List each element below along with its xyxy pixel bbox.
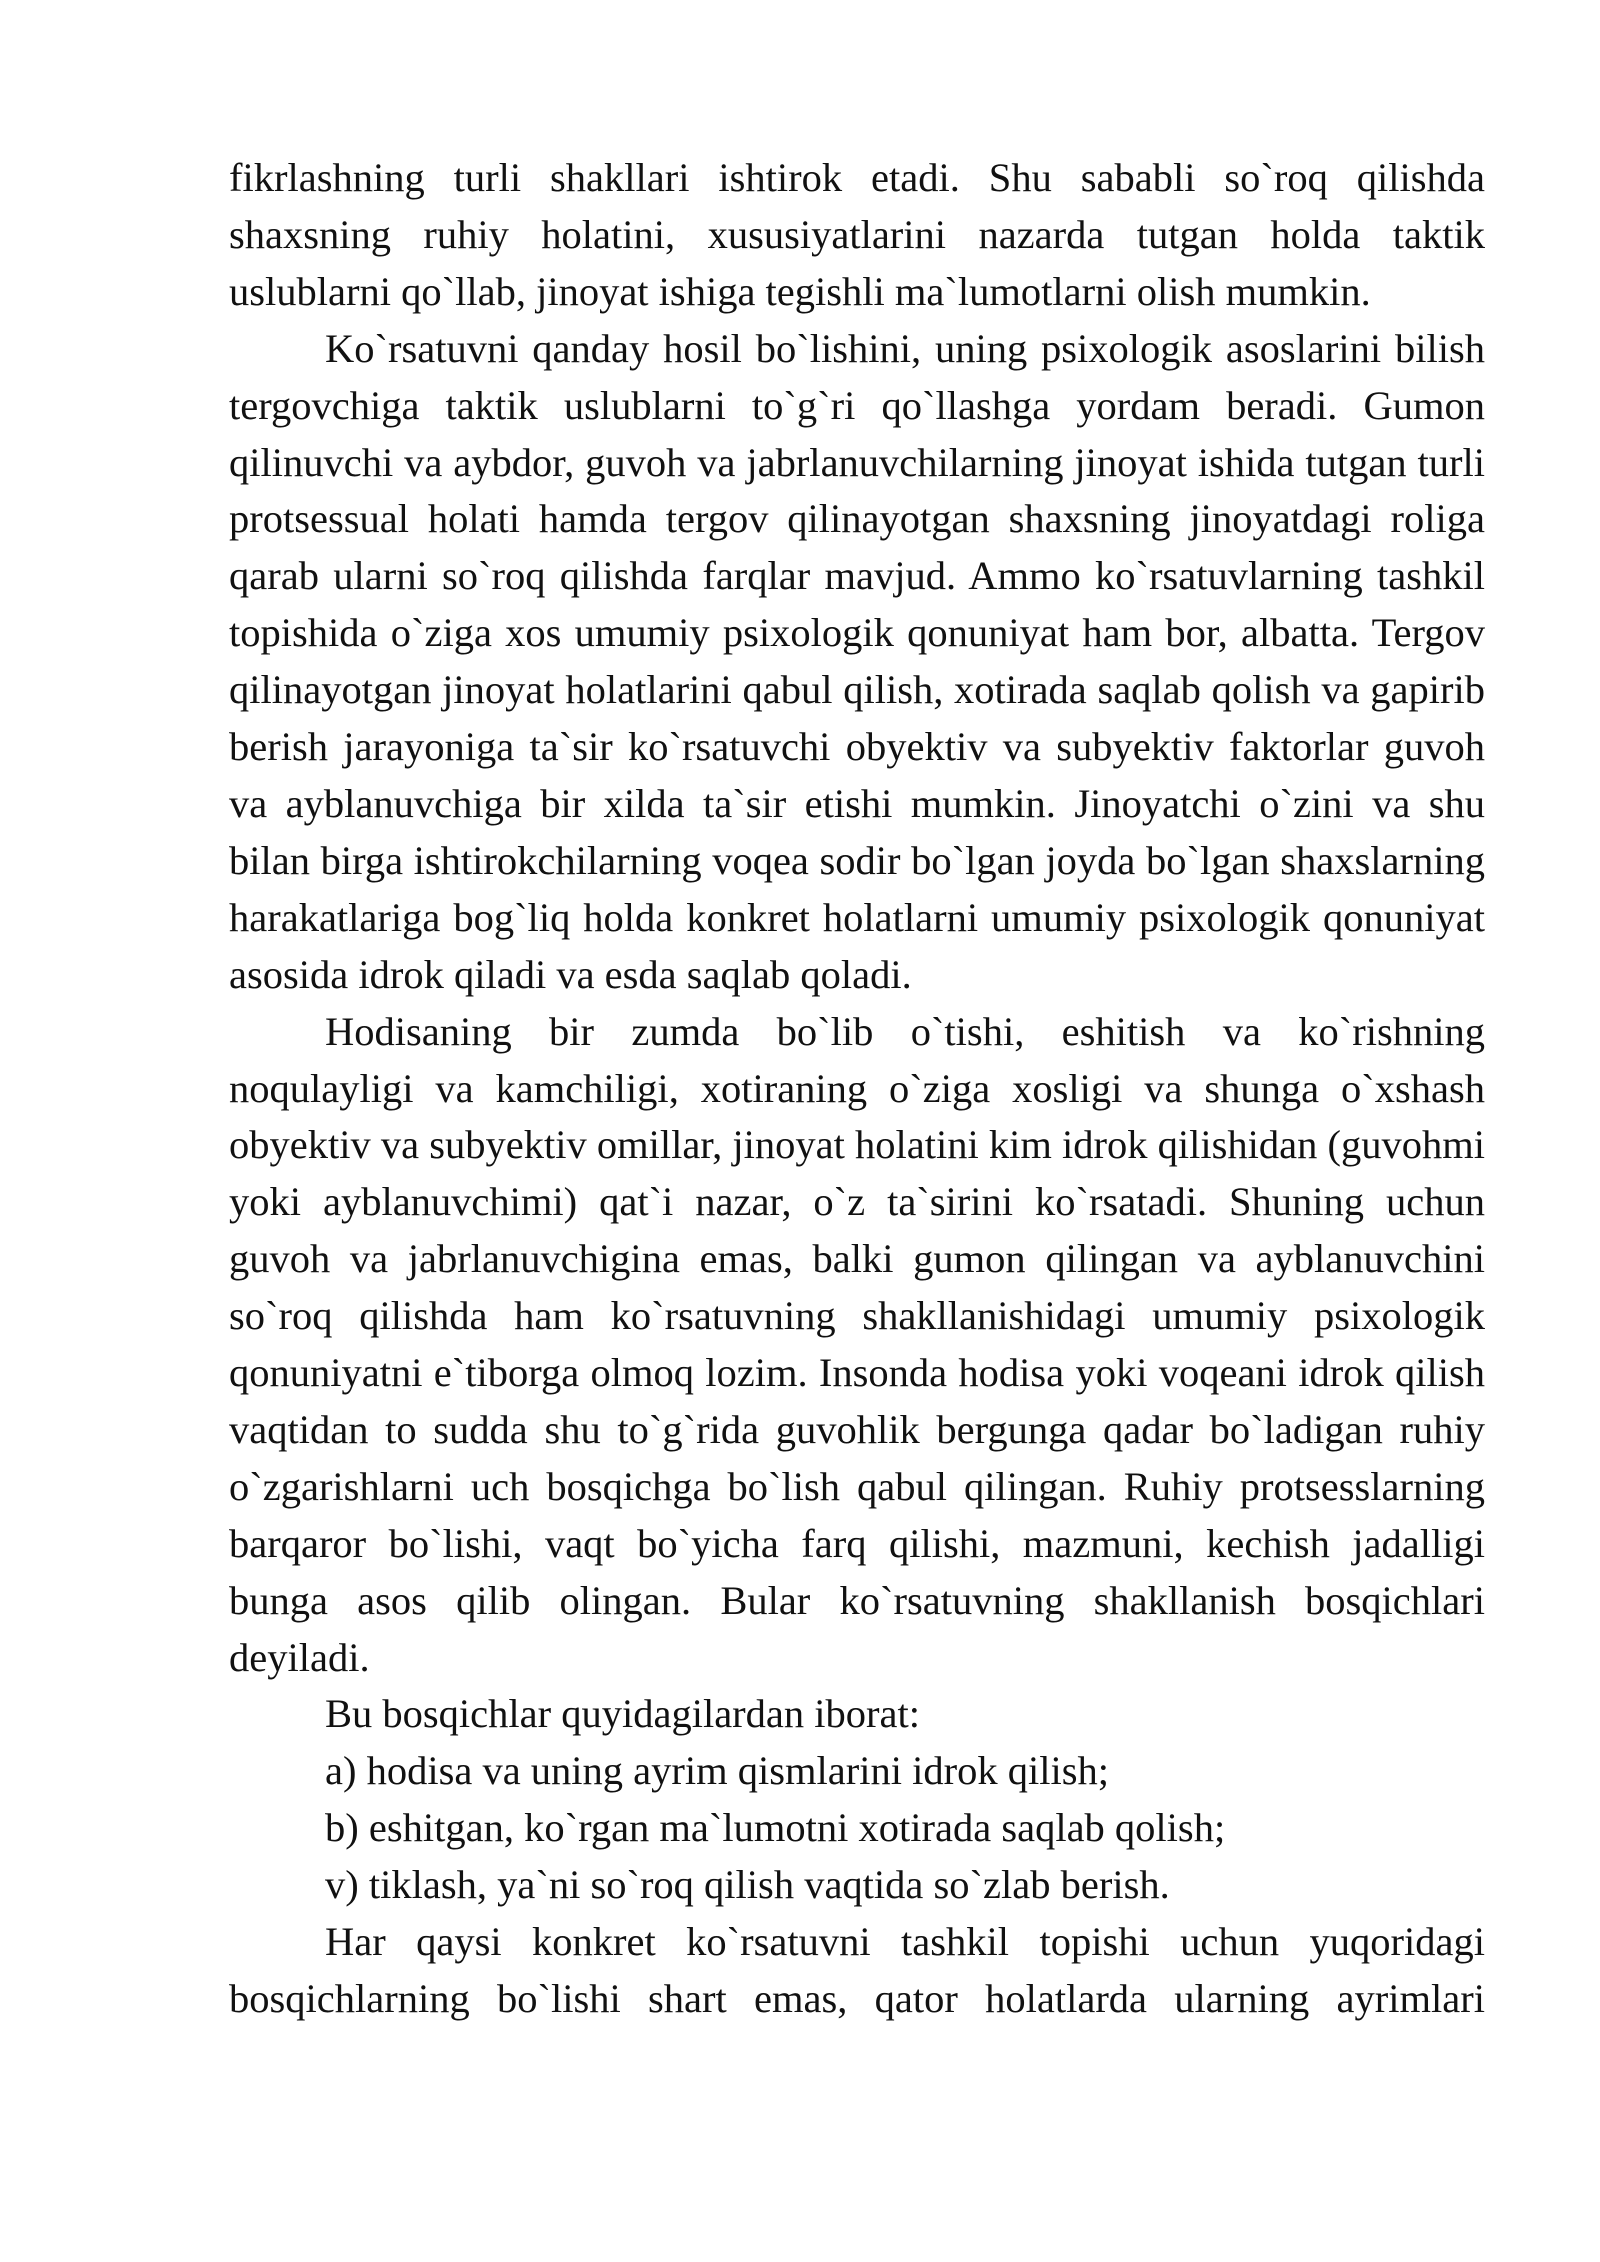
paragraph-stages-intro: Bu bosqichlar quyidagilardan iborat: bbox=[325, 1691, 920, 1737]
list-item-stage-v: v) tiklash, ya`ni so`roq qilish vaqtida so`zlab berish. bbox=[325, 1862, 1170, 1908]
paragraph-testimony-psychology: Ko`rsatuvni qanday hosil bo`lishini, uning psixologik asoslarini bilish tergovchiga taktik uslublarni to`g`ri qo`llashga yordam beradi. Gumon qilinuvchi va aybdor, guvoh va jabrlanuvchilarning jinoyat ishida tutgan turli protsessual holati hamda tergov qilinayotgan shaxsning jinoyatdagi roliga qarab ularni so`roq qilishda farqlar mavjud. Ammo ko`rsatuvlarning tashkil topishida o`ziga xos umumiy psixologik qonuniyat ham bor, albatta. Tergov qilinayotgan jinoyat holatlarini qabul qilish, xotirada saqlab qolish va gapirib berish jarayoniga ta`sir ko`rsatuvchi obyektiv va subyektiv faktorlar guvoh va ayblanuvchiga bir xilda ta`sir etishi mumkin. Jinoyatchi o`zini va shu bilan birga ishtirokchilarning voqea sodir bo`lgan joyda bo`lgan shaxslarning harakatlariga bog`liq holda konkret holatlarni umumiy psixologik qonuniyat asosida idrok qiladi va esda saqlab qoladi. bbox=[229, 325, 1485, 997]
list-item-stage-a: a) hodisa va uning ayrim qismlarini idrok qilish; bbox=[325, 1748, 1110, 1794]
list-item-stage-b: b) eshitgan, ko`rgan ma`lumotni xotirada saqlab qolish; bbox=[325, 1805, 1226, 1851]
paragraph-formation-stages: Hodisaning bir zumda bo`lib o`tishi, eshitish va ko`rishning noqulayligi va kamchiligi, xotiraning o`ziga xosligi va shunga o`xshash obyektiv va subyektiv omillar, jinoyat holatini kim idrok qilishidan (guvohmi yoki ayblanuvchimi) qat`i nazar, o`z ta`sirini ko`rsatadi. Shuning uchun guvoh va jabrlanuvchigina emas, balki gumon qilingan va ayblanuvchini so`roq qilishda ham ko`rsatuvning shakllanishidagi umumiy psixologik qonuniyatni e`tiborga olmoq lozim. Insonda hodisa yoki voqeani idrok qilish vaqtidan to sudda shu to`g`rida guvohlik bergunga qadar bo`ladigan ruhiy o`zgarishlarni uch bosqichga bo`lish qabul qilingan. Ruhiy protsesslarning barqaror bo`lishi, vaqt bo`yicha farq qilishi, mazmuni, kechish jadalligi bunga asos qilib olingan. Bular ko`rsatuvning shakllanish bosqichlari deyiladi. bbox=[229, 1008, 1485, 1680]
paragraph-continuation: fikrlashning turli shakllari ishtirok etadi. Shu sababli so`roq qilishda shaxsning ruhiy holatini, xususiyatlarini nazarda tutgan holda taktik uslublarni qo`llab, jinoyat ishiga tegishli ma`lumotlarni olish mumkin. bbox=[229, 155, 1485, 314]
paragraph-final: Har qaysi konkret ko`rsatuvni tashkil topishi uchun yuqoridagi bosqichlarning bo`lishi shart emas, qator holatlarda ularning ayrimlari bbox=[229, 1919, 1485, 2021]
document-page bbox=[229, 150, 1485, 2028]
